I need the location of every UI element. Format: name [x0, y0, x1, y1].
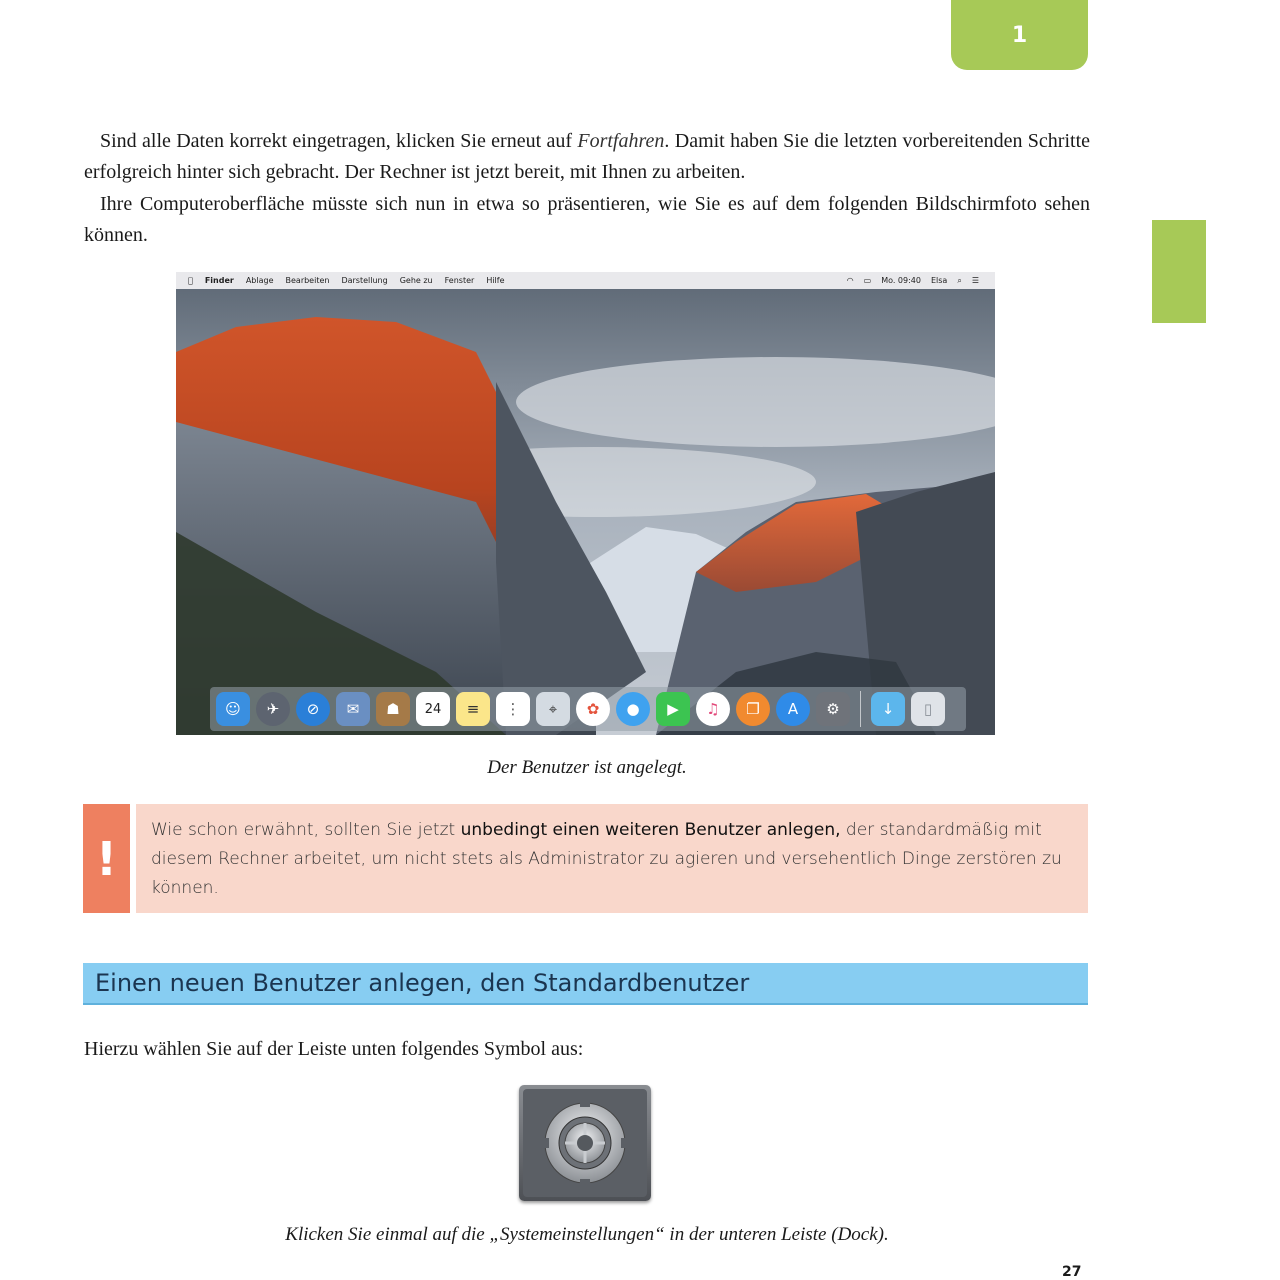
paragraph-1-text-b: . Damit haben Sie die letzten vorbereitenden Schritte erfolgreich hinter sich gebracht. Der Rechner ist jetzt bereit, mit Ihnen zu arbeiten. — [84, 130, 1090, 183]
notification-center-icon[interactable]: ☰ — [971, 275, 979, 285]
warning-box — [83, 804, 1088, 913]
paragraph-2 — [84, 189, 1090, 251]
paragraph-2-text: Ihre Computeroberfläche müsste sich nun in etwa so präsentieren, wie Sie es auf dem folgenden Bildschirmfoto sehen können. — [84, 193, 1090, 246]
menu-fenster[interactable]: Fenster — [439, 276, 470, 285]
battery-icon[interactable]: ▭ — [863, 275, 872, 285]
mail-icon[interactable]: ✉ — [336, 692, 370, 726]
app-store-icon[interactable]: A — [776, 692, 810, 726]
el-capitan-wallpaper — [176, 272, 995, 735]
dock — [210, 687, 966, 731]
desktop-screenshot — [176, 272, 995, 735]
section-heading — [83, 963, 1088, 1005]
screenshot-caption: Der Benutzer ist angelegt. — [487, 757, 687, 778]
menu-bar — [176, 272, 995, 289]
itunes-icon[interactable]: ♫ — [696, 692, 730, 726]
exclamation-icon: ! — [83, 804, 130, 913]
spotlight-search-icon[interactable]: ⌕ — [957, 275, 962, 285]
paragraph-1-text-a: Sind alle Daten korrekt eingetragen, klicken Sie erneut auf — [100, 130, 578, 152]
safari-icon[interactable]: ⊘ — [296, 692, 330, 726]
side-chapter-marker — [1152, 220, 1206, 323]
calendar-day: 24 — [424, 701, 442, 717]
system-preferences-caption: Klicken Sie einmal auf die „Systemeinstellungen“ in der unteren Leiste (Dock). — [285, 1224, 889, 1245]
calendar-icon[interactable] — [416, 692, 450, 726]
facetime-icon[interactable]: ▶ — [656, 692, 690, 726]
menu-gehe-zu[interactable]: Gehe zu — [394, 276, 428, 285]
gear-icon — [519, 1085, 651, 1201]
system-preferences-icon-large — [519, 1085, 651, 1201]
menu-darstellung[interactable]: Darstellung — [336, 276, 383, 285]
notes-icon[interactable]: ≡ — [456, 692, 490, 726]
messages-icon[interactable]: ● — [616, 692, 650, 726]
contacts-icon[interactable]: ☗ — [376, 692, 410, 726]
wifi-icon[interactable]: ◠ — [846, 275, 854, 285]
downloads-folder-icon[interactable]: ↓ — [871, 692, 905, 726]
system-preferences-icon[interactable]: ⚙ — [816, 692, 850, 726]
warning-text-a: Wie schon erwähnt, sollten Sie jetzt — [151, 820, 461, 840]
user-name[interactable]: Elsa — [930, 275, 948, 285]
photos-icon[interactable]: ✿ — [576, 692, 610, 726]
warning-text-bold: unbedingt einen weiteren Benutzer anlegen, — [460, 820, 841, 840]
warning-text — [151, 816, 1071, 903]
chapter-number: 1 — [1011, 22, 1028, 48]
finder-icon[interactable]: ☺ — [216, 692, 250, 726]
chapter-tab — [951, 0, 1088, 70]
dock-separator — [860, 691, 861, 727]
menu-bearbeiten[interactable]: Bearbeiten — [280, 276, 325, 285]
apple-icon[interactable] — [188, 276, 193, 285]
reminders-icon[interactable]: ⋮ — [496, 692, 530, 726]
menu-finder[interactable]: Finder — [200, 276, 229, 285]
paragraph-3: Hierzu wählen Sie auf der Leiste unten folgendes Symbol aus: — [84, 1038, 584, 1060]
clock-time[interactable]: Mo. 09:40 — [881, 275, 921, 285]
page-number: 27 — [1062, 1264, 1082, 1280]
menu-ablage[interactable]: Ablage — [241, 276, 269, 285]
ibooks-icon[interactable]: ❐ — [736, 692, 770, 726]
paragraph-1 — [84, 126, 1090, 188]
maps-icon[interactable]: ⌖ — [536, 692, 570, 726]
section-heading-text: Einen neuen Benutzer anlegen, den Standardbenutzer — [95, 969, 750, 997]
paragraph-1-emphasis: Fortfahren — [577, 130, 665, 152]
warning-text-b: der standardmäßig mit diesem Rechner arbeitet, um nicht stets als Administrator zu agieren und versehentlich Dinge zerstören zu können. — [151, 820, 1062, 898]
trash-icon[interactable]: ▯ — [911, 692, 945, 726]
launchpad-icon[interactable]: ✈ — [256, 692, 290, 726]
menu-hilfe[interactable]: Hilfe — [481, 276, 500, 285]
